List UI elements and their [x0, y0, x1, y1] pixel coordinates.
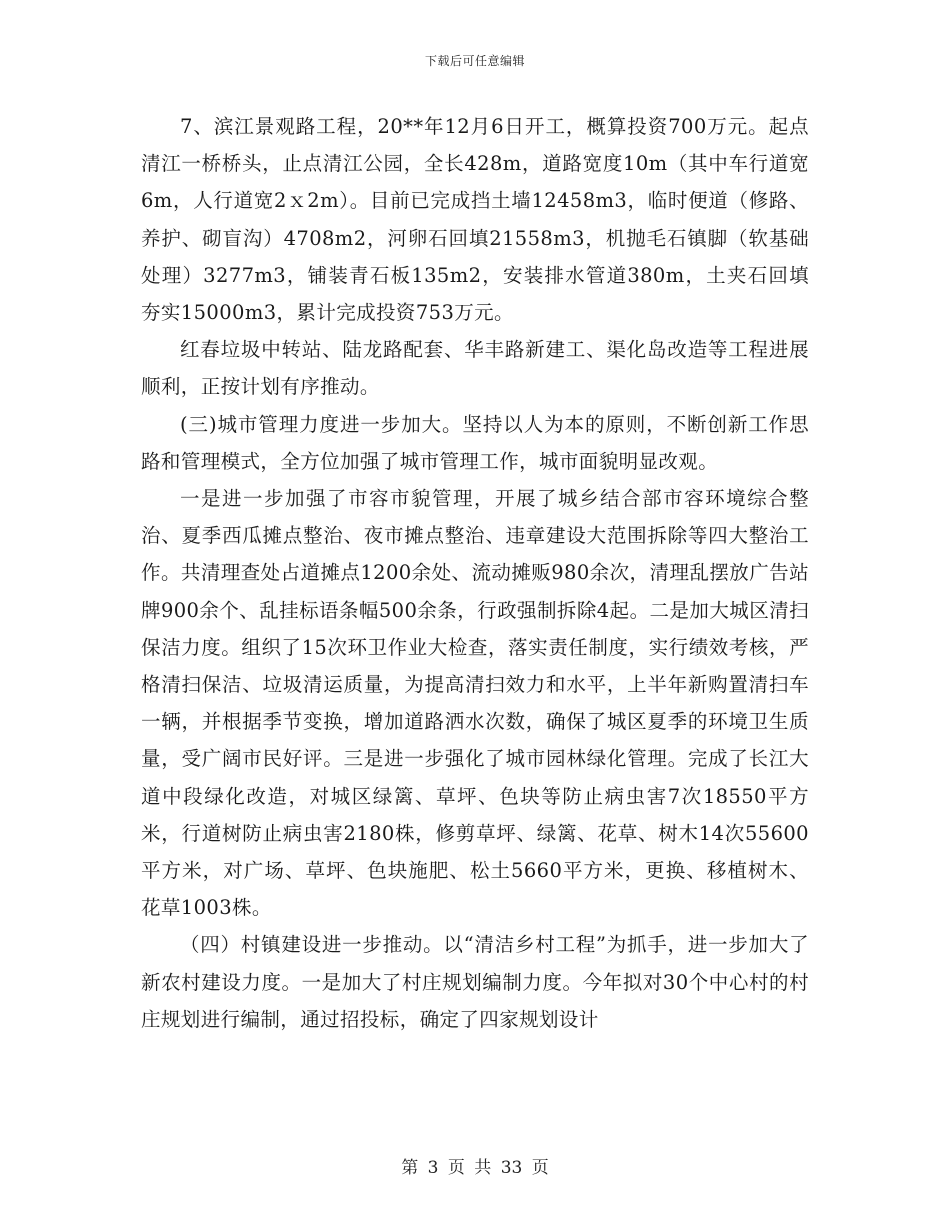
- paragraph-city-management: 一是进一步加强了市容市貌管理，开展了城乡结合部市容环境综合整治、夏季西瓜摊点整治、夜市摊点整治、违章建设大范围拆除等四大整治工作。共清理查处占道摊点1200余处、流动摊贩980余次，清理乱摆放广告站牌900余个、乱挂标语条幅500余条，行政强制拆除4起。二是加大城区清扫保洁力度。组织了15次环卫作业大检查，落实责任制度，实行绩效考核，严格清扫保洁、垃圾清运质量，为提高清扫效力和水平，上半年新购置清扫车一辆，并根据季节变换，增加道路洒水次数，确保了城区夏季的环境卫生质量，受广阔市民好评。三是进一步强化了城市园林绿化管理。完成了长江大道中段绿化改造，对城区绿篱、草坪、色块等防止病虫害7次18550平方米，行道树防止病虫害2180株，修剪草坪、绿篱、花草、树木14次55600平方米，对广场、草坪、色块施肥、松土5660平方米，更换、移植树木、花草1003株。: [141, 487, 809, 920]
- paragraph-section-3-heading: (三)城市管理力度进一步加大。坚持以人为本的原则，不断创新工作思路和管理模式，全方位加强了城市管理工作，城市面貌明显改观。: [141, 412, 809, 473]
- page-header: 下载后可任意编辑: [424, 54, 525, 68]
- page-footer: 第 3 页 共 33 页: [401, 1158, 549, 1178]
- document-body: [141, 108, 809, 1038]
- paragraph-project-7: 7、滨江景观路工程，20**年12月6日开工，概算投资700万元。起点清江一桥桥头，止点清江公园，全长428m，道路宽度10m（其中车行道宽6m，人行道宽2ｘ2m）。目前已完成挡土墙12458m3，临时便道（修路、养护、砌盲沟）4708m2，河卵石回填21558m3，机抛毛石镇脚（软基础处理）3277m3，铺装青石板135m2，安装排水管道380m，土夹石回填夯实15000m3，累计完成投资753万元。: [141, 115, 809, 325]
- paragraph-other-projects: 红春垃圾中转站、陆龙路配套、华丰路新建工、渠化岛改造等工程进展顺利，正按计划有序推动。: [141, 338, 809, 399]
- paragraph-section-4-heading: （四）村镇建设进一步推动。以“清洁乡村工程”为抓手，进一步加大了新农村建设力度。一是加大了村庄规划编制力度。今年拟对30个中心村的村庄规划进行编制，通过招投标，确定了四家规划设计: [141, 933, 809, 1031]
